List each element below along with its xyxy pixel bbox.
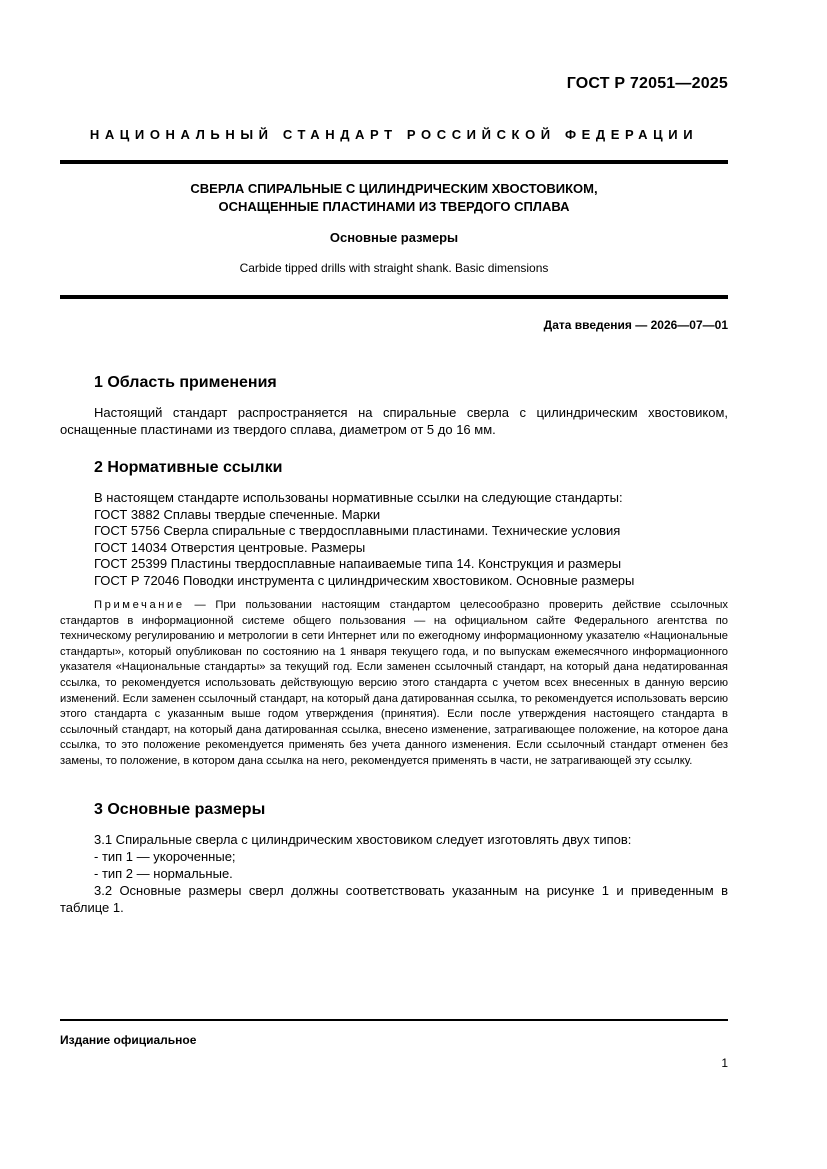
references-note (60, 598, 728, 770)
english-title: Carbide tipped drills with straight shank. Basic dimensions (239, 261, 549, 275)
page-number: 1 (721, 1056, 728, 1070)
reference-item: ГОСТ Р 72046 Поводки инструмента с цилиндрическим хвостовиком. Основные размеры (94, 572, 635, 588)
item-3-1: 3.1 Спиральные сверла с цилиндрическим хвостовиком следует изготовлять двух типов: (94, 832, 632, 847)
reference-item: ГОСТ 3882 Сплавы твердые спеченные. Марки (94, 506, 381, 522)
section-2-heading: 2 Нормативные ссылки (94, 459, 283, 476)
document-title (60, 180, 728, 216)
section-1-heading: 1 Область применения (94, 374, 277, 391)
note-label: Примечание (94, 599, 185, 611)
reference-item: ГОСТ 25399 Пластины твердосплавные напаиваемые типа 14. Конструкция и размеры (94, 556, 622, 572)
official-edition-label: Издание официальное (60, 1033, 197, 1047)
document-subtitle: Основные размеры (329, 230, 459, 245)
title-divider (60, 295, 728, 299)
title-line-2: ОСНАЩЕННЫЕ ПЛАСТИНАМИ ИЗ ТВЕРДОГО СПЛАВА (218, 199, 570, 214)
national-standard-header: НАЦИОНАЛЬНЫЙ СТАНДАРТ РОССИЙСКОЙ ФЕДЕРАЦИИ (89, 127, 699, 142)
title-line-1: СВЕРЛА СПИРАЛЬНЫЕ С ЦИЛИНДРИЧЕСКИМ ХВОСТОВИКОМ, (190, 181, 598, 196)
reference-item: ГОСТ 14034 Отверстия центровые. Размеры (94, 539, 366, 555)
type-2-line: - тип 2 — нормальные. (94, 866, 233, 881)
item-3-2: 3.2 Основные размеры сверл должны соответствовать указанным на рисунке 1 и приведенным в таблице 1. (60, 883, 728, 915)
type-1-line: - тип 1 — укороченные; (94, 849, 236, 864)
reference-item: ГОСТ 5756 Сверла спиральные с твердосплавными пластинами. Технические условия (94, 523, 621, 539)
document-number: ГОСТ Р 72051—2025 (566, 75, 728, 92)
references-intro: В настоящем стандарте использованы нормативные ссылки на следующие стандарты: (94, 490, 623, 505)
section-3-items (94, 831, 728, 882)
section-1-text: Настоящий стандарт распространяется на спиральные сверла с цилиндрическим хвостовиком, оснащенные пластинами из твердого сплава, диаметром от 5 до 16 мм. (60, 405, 728, 437)
header-divider (60, 160, 728, 164)
note-text: — При пользовании настоящим стандартом целесообразно проверить действие ссылочных стандартов в информационной системе общего пользования — на официальном сайте Федерального агентства по техническому регулированию и метрологии в сети Интернет или по ежегодному информационному указателю «Национальные стандарты», который опубликован по состоянию на 1 января текущего года, и по выпускам ежемесячного информационного указателя «Национальные стандарты» за текущий год. Если заменен ссылочный стандарт, на который дана недатированная ссылка, то рекомендуется использовать действующую версию этого стандарта с учетом всех внесенных в данную версию изменений. Если заменен ссылочный стандарт, на который дана датированная ссылка, то рекомендуется использовать версию этого стандарта с указанным выше годом утверждения (принятия). Если после утверждения настоящего стандарта в ссылочный стандарт, на который дана датированная ссылка, внесено изменение, затрагивающее положение, на которое дана ссылка, то это положение рекомендуется применять без учета данного изменения. Если ссылочный стандарт отменен без замены, то положение, в котором дана ссылка на него, рекомендуется применять в части, не затрагивающей эту ссылку. (60, 599, 728, 767)
document-page (60, 0, 728, 1169)
introduction-date: Дата введения — 2026—07—01 (543, 318, 728, 332)
normative-references-list (94, 490, 728, 590)
section-3-heading: 3 Основные размеры (94, 801, 266, 818)
footer-divider (60, 1019, 728, 1021)
